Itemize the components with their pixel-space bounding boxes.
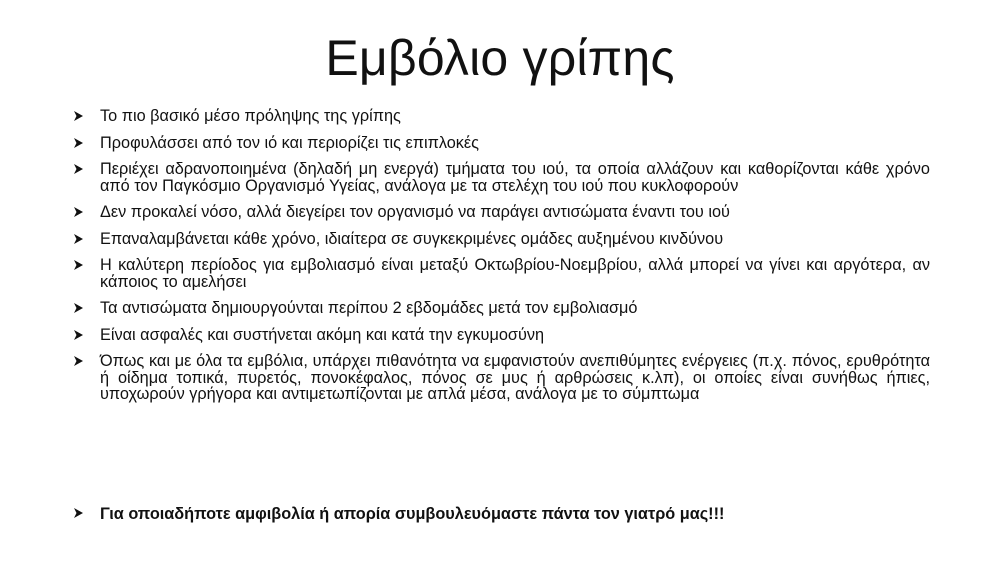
bullet-list [72, 108, 930, 413]
bullet-text: Είναι ασφαλές και συστήνεται ακόμη και κατά την εγκυμοσύνη [100, 325, 545, 344]
list-item [72, 135, 930, 152]
closing-note [72, 505, 930, 523]
bullet-text: Τα αντισώματα δημιουργούνται περίπου 2 εβδομάδες μετά τον εμβολιασμό [100, 299, 638, 317]
arrowhead-bullet-icon [73, 259, 84, 271]
list-item [72, 327, 930, 344]
bullet-text: Δεν προκαλεί νόσο, αλλά διεγείρει τον οργανισμό να παράγει αντισώματα έναντι του ιού [100, 203, 730, 221]
arrowhead-bullet-icon [73, 355, 84, 367]
bullet-text: Η καλύτερη περίοδος για εμβολιασμό είναι μεταξύ Οκτωβρίου-Νοεμβρίου, αλλά μπορεί να γίνει και αργότερα, αν κάποιος το αμελήσει [100, 256, 930, 291]
list-item [72, 300, 930, 317]
bullet-text: Περιέχει αδρανοποιημένα (δηλαδή μη ενεργά) τμήματα του ιού, τα οποία αλλάζουν και καθορίζονται κάθε χρόνο από τον Παγκόσμιο Οργανισμό Υγείας, ανάλογα με τα στελέχη του ιού που κυκλοφορούν [100, 160, 930, 195]
bullet-text: Προφυλάσσει από τον ιό και περιορίζει τις επιπλοκές [100, 133, 480, 152]
arrowhead-bullet-icon [73, 110, 84, 122]
list-item [72, 204, 930, 221]
arrowhead-bullet-icon [73, 206, 84, 218]
arrowhead-bullet-icon [73, 233, 84, 245]
arrowhead-bullet-icon [73, 507, 84, 519]
slide-title: Εμβόλιο γρίπης [325, 30, 675, 86]
bullet-text: Το πιο βασικό μέσο πρόληψης της γρίπης [100, 107, 401, 125]
list-item [72, 108, 930, 125]
list-item [72, 257, 930, 290]
arrowhead-bullet-icon [73, 137, 84, 149]
closing-note-text: Για οποιαδήποτε αμφιβολία ή απορία συμβουλευόμαστε πάντα τον γιατρό μας!!! [100, 505, 725, 523]
bullet-text: Επαναλαμβάνεται κάθε χρόνο, ιδιαίτερα σε συγκεκριμένες ομάδες αυξημένου κινδύνου [100, 229, 724, 248]
arrowhead-bullet-icon [73, 329, 84, 341]
arrowhead-bullet-icon [73, 163, 84, 175]
list-item [72, 161, 930, 194]
list-item [72, 353, 930, 403]
bullet-text: Όπως και με όλα τα εμβόλια, υπάρχει πιθανότητα να εμφανιστούν ανεπιθύμητες ενέργειες (π.χ. πόνος, ερυθρότητα ή οίδημα τοπικά, πυρετός, πονοκέφαλος, πόνος σε μυς ή αρθρώσεις κ.λπ), οι οποίες είναι συνήθως ήπιες, υποχωρούν γρήγορα και αντιμετωπίζονται με απλά μέσα, ανάλογα με το σύμπτωμα [100, 352, 930, 403]
arrowhead-bullet-icon [73, 302, 84, 314]
list-item [72, 231, 930, 248]
